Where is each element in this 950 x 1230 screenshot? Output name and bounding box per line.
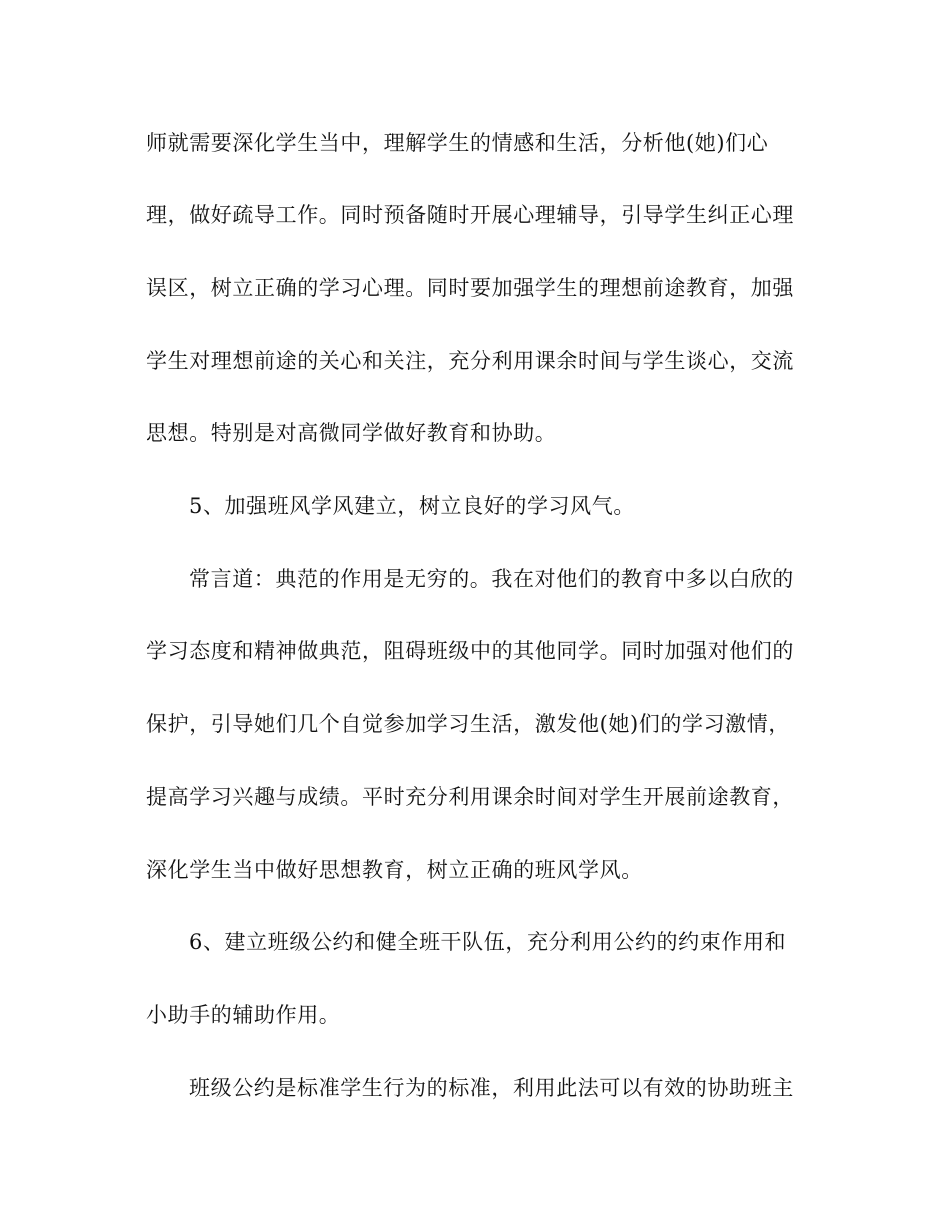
text-line-13: 小助手的辅助作用。: [146, 1003, 341, 1027]
text-line-9: 保护，引导她们几个自觉参加学习生活，激发他(她)们的学习激情，: [146, 712, 790, 736]
text-line-1: 师就需要深化学生当中，理解学生的情感和生活，分析他(她)们心: [146, 131, 769, 155]
text-line-8: 学习态度和精神做典范，阻碍班级中的其他同学。同时加强对他们的: [146, 639, 794, 663]
section-heading-5: 5、加强班风学风建立，树立良好的学习风气。: [189, 494, 635, 518]
text-line-14: 班级公约是标准学生行为的标准，利用此法可以有效的协助班主: [189, 1076, 794, 1100]
text-line-5: 思想。特别是对高微同学做好教育和协助。: [146, 421, 557, 445]
text-line-11: 深化学生当中做好思想教育，树立正确的班风学风。: [146, 858, 643, 882]
text-line-7: 常言道：典范的作用是无穷的。我在对他们的教育中多以白欣的: [189, 567, 794, 591]
text-line-4: 学生对理想前途的关心和关注，充分利用课余时间与学生谈心，交流: [146, 349, 794, 373]
text-line-3: 误区，树立正确的学习心理。同时要加强学生的理想前途教育，加强: [146, 276, 794, 300]
text-line-10: 提高学习兴趣与成绩。平时充分利用课余时间对学生开展前途教育，: [146, 785, 794, 809]
text-line-2: 理，做好疏导工作。同时预备随时开展心理辅导，引导学生纠正心理: [146, 203, 794, 227]
section-heading-6: 6、建立班级公约和健全班干队伍，充分利用公约的约束作用和: [189, 930, 787, 954]
